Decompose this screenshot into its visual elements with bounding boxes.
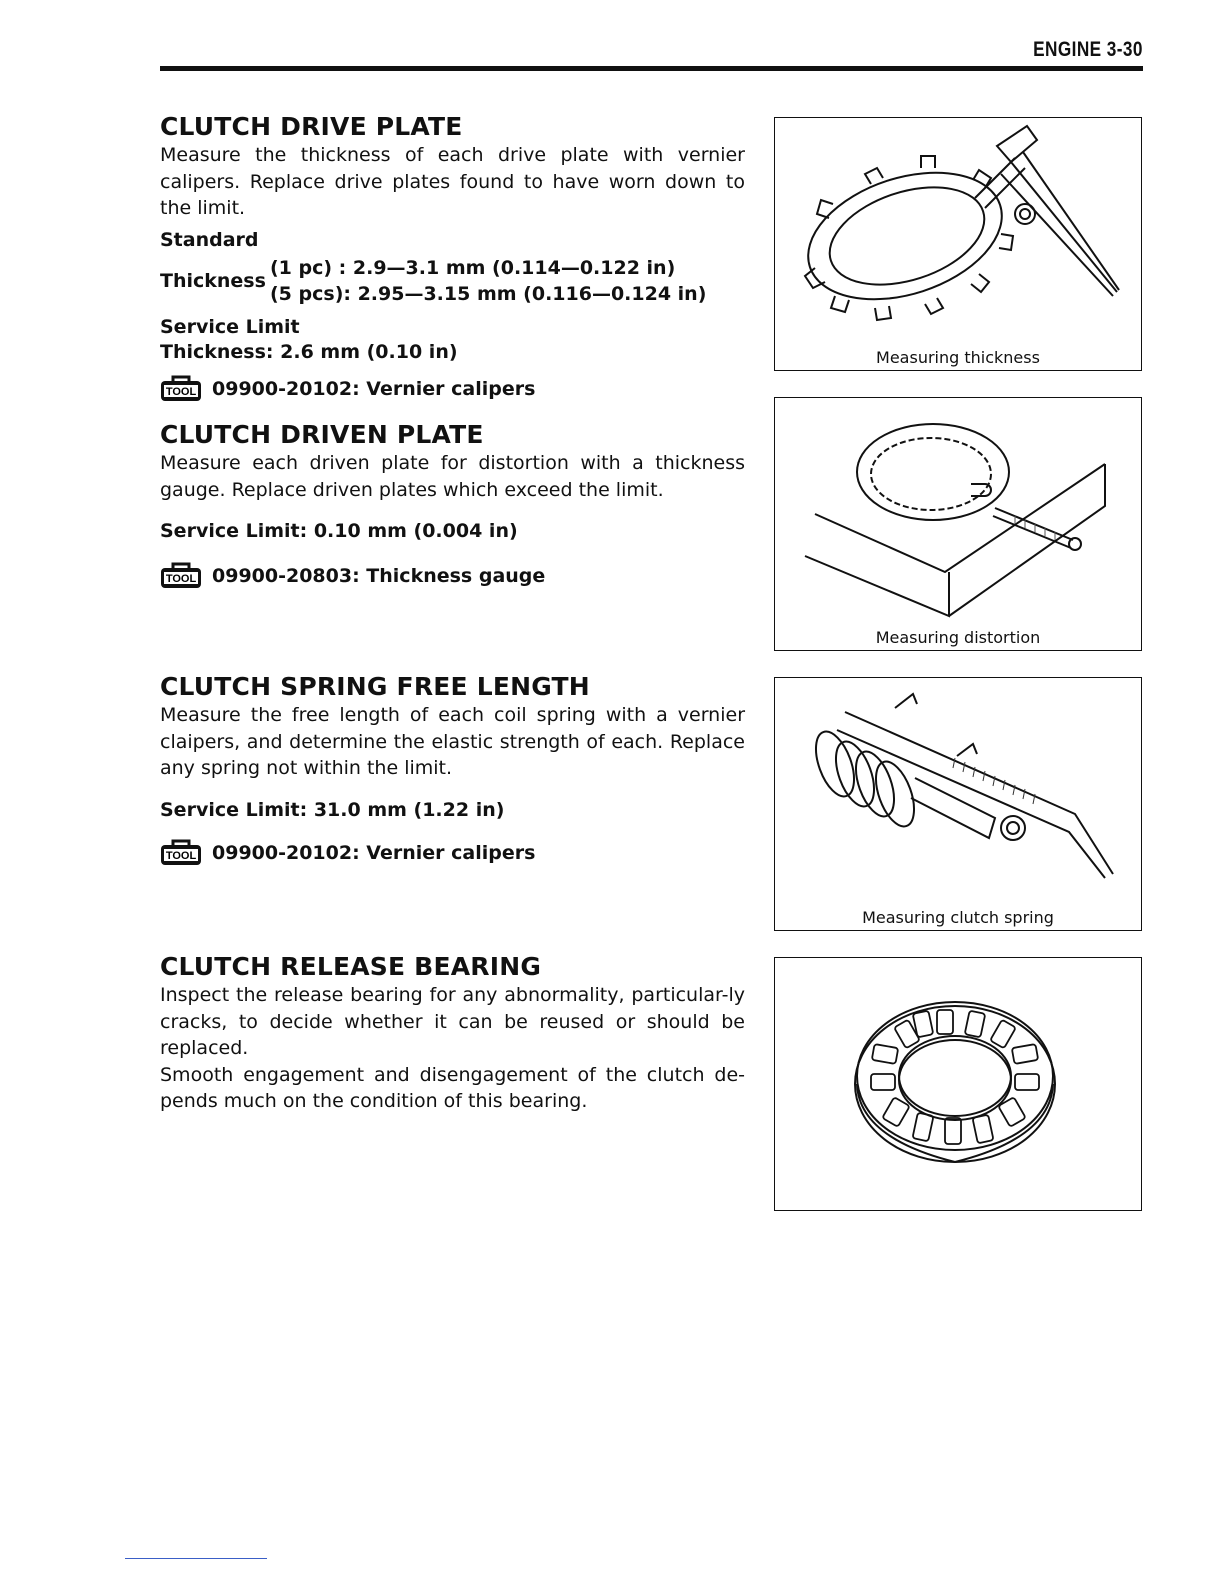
- release-bearing-icon: [775, 958, 1141, 1210]
- section-body: Measure the free length of each coil spring with a vernier claipers, and determine the elastic strength of each. Replace any spring not within the limit.: [160, 704, 745, 779]
- footer-line: [125, 1558, 267, 1559]
- driven-plate-gauge-illustration: [775, 398, 1141, 626]
- service-limit: Service Limit: 0.10 mm (0.004 in): [160, 520, 518, 542]
- section-title: CLUTCH SPRING FREE LENGTH: [160, 672, 590, 701]
- tool-text: 09900-20803: Thickness gauge: [212, 565, 546, 587]
- section-title: CLUTCH RELEASE BEARING: [160, 952, 542, 981]
- tool-line: [160, 839, 745, 867]
- section-driven-plate: [160, 420, 745, 590]
- service-limit-label: Service Limit: [160, 315, 300, 338]
- figure-measuring-clutch-spring: [774, 677, 1142, 931]
- tool-icon: [160, 562, 202, 590]
- service-limit-value: Thickness: 2.6 mm (0.10 in): [160, 340, 458, 363]
- tool-line: [160, 562, 745, 590]
- header-text: ENGINE 3-30: [1033, 38, 1143, 61]
- section-body: Inspect the release bearing for any abnormality, particular-ly cracks, to decide whether it can be reused or should be replaced.: [160, 984, 745, 1059]
- figure-measuring-distortion: [774, 397, 1142, 651]
- figure-caption: Measuring distortion: [875, 628, 1041, 647]
- thickness-5pcs: (5 pcs): 2.95—3.15 mm (0.116—0.124 in): [270, 282, 707, 305]
- thickness-label: Thickness: [160, 269, 266, 292]
- thickness-spec: [160, 255, 745, 307]
- figure-caption: Measuring clutch spring: [862, 908, 1054, 927]
- section-title: CLUTCH DRIVE PLATE: [160, 112, 463, 141]
- section-body: Measure each driven plate for distortion with a thickness gauge. Replace driven plates which exceed the limit.: [160, 452, 745, 501]
- svg-text:TOOL: TOOL: [165, 849, 197, 862]
- page-header: [160, 36, 1143, 71]
- tool-icon: [160, 839, 202, 867]
- clutch-plate-caliper-illustration: [775, 118, 1141, 346]
- svg-text:TOOL: TOOL: [165, 573, 197, 585]
- tool-text: 09900-20102: Vernier calipers: [212, 377, 536, 400]
- thickness-1pc: (1 pc) : 2.9—3.1 mm (0.114—0.122 in): [270, 256, 676, 279]
- service-limit: Service Limit: 31.0 mm (1.22 in): [160, 798, 505, 821]
- tool-text: 09900-20102: Vernier calipers: [212, 841, 536, 864]
- spring-caliper-illustration: [775, 678, 1141, 906]
- figure-measuring-thickness: [774, 117, 1142, 371]
- standard-label: Standard: [160, 228, 259, 251]
- section-spring: [160, 672, 745, 867]
- tool-icon: [160, 375, 202, 403]
- section-drive-plate: [160, 112, 745, 403]
- svg-text:TOOL: TOOL: [165, 385, 197, 398]
- section-bearing: [160, 952, 745, 1115]
- figure-release-bearing: [774, 957, 1142, 1211]
- tool-line: [160, 375, 745, 403]
- section-title: CLUTCH DRIVEN PLATE: [160, 420, 484, 449]
- figure-caption: Measuring thickness: [876, 348, 1040, 367]
- section-body: Measure the thickness of each drive plate with vernier calipers. Replace drive plates found to have worn down to the limit.: [160, 144, 745, 219]
- section-body-2: Smooth engagement and disengagement of the clutch de-pends much on the condition of this bearing.: [160, 1063, 745, 1112]
